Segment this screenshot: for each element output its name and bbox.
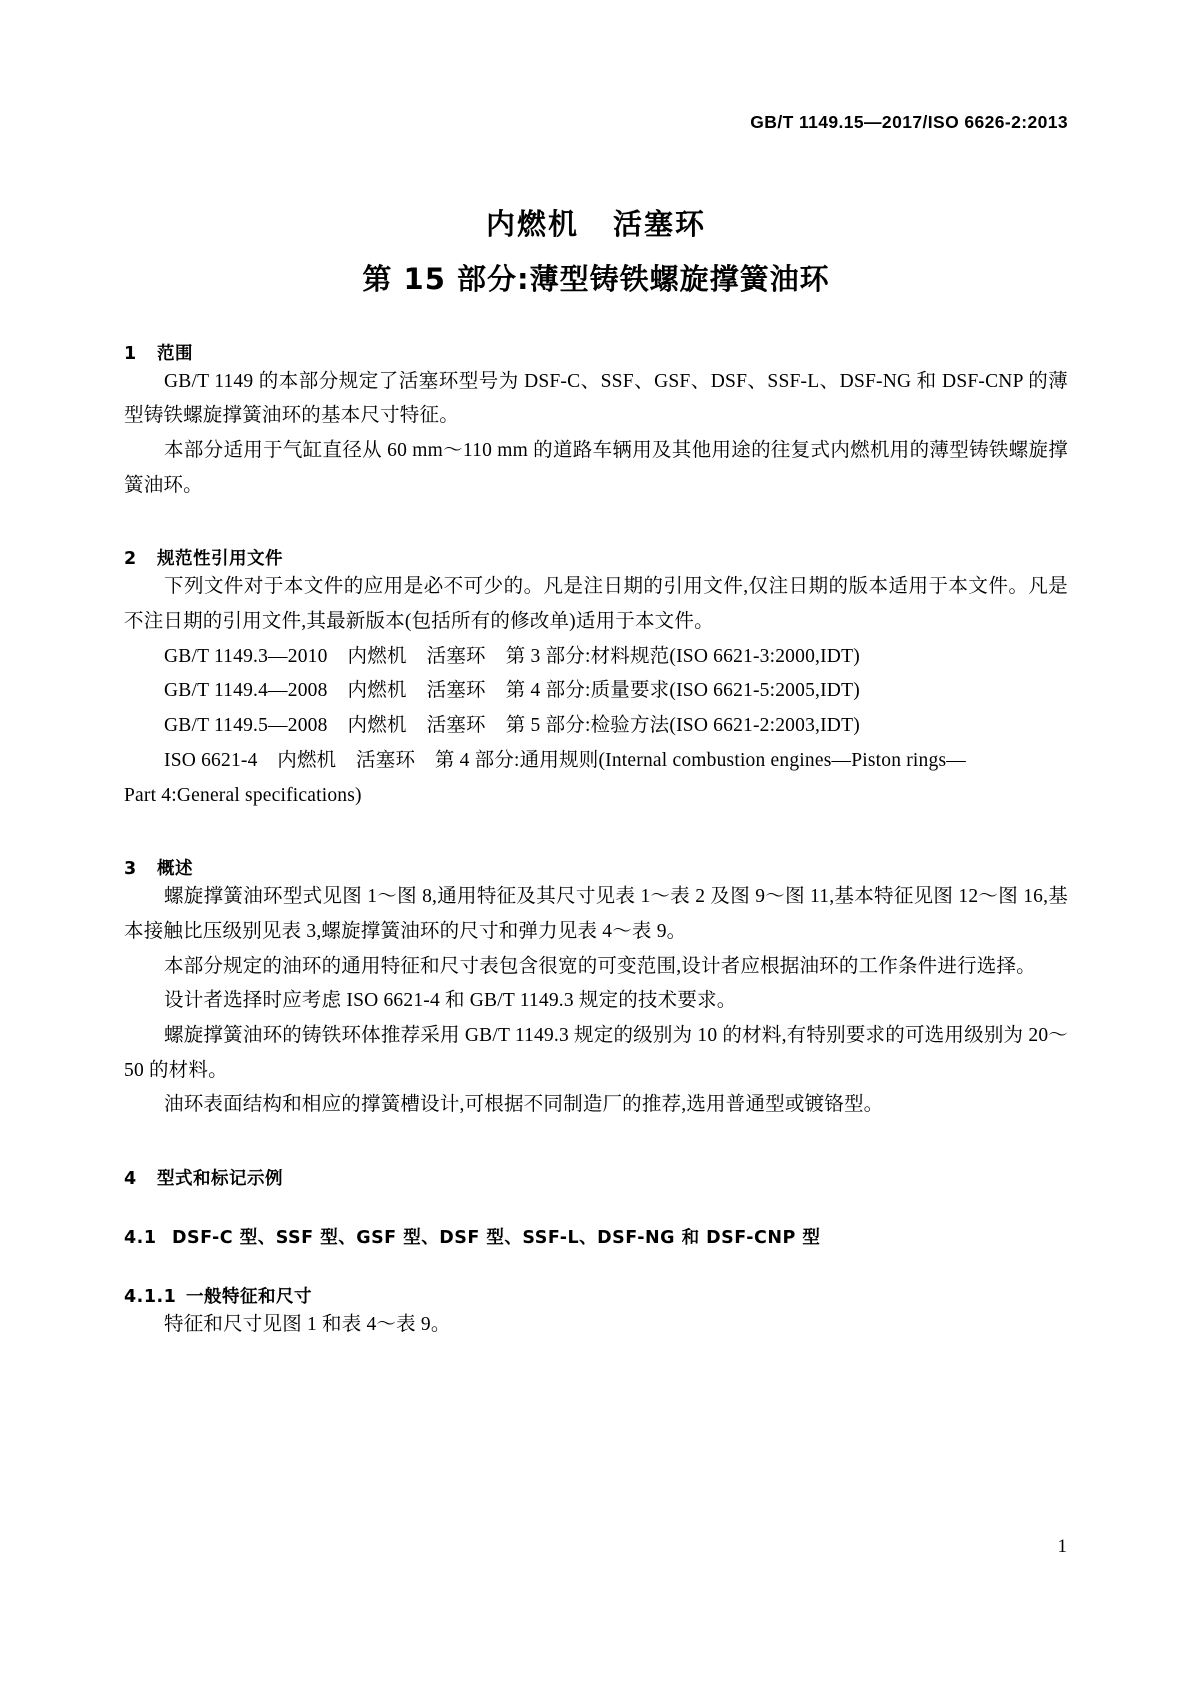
reference-name-1: 内燃机 [347,715,407,737]
reference-item-iso-line-2: Part 4:General specifications) [124,784,362,806]
title-line-1 [124,203,1068,247]
page-number: 1 [1057,1536,1067,1557]
section-4-number: 4 [124,1169,137,1190]
section-2-heading [124,545,1068,570]
title-part-2: 活塞环 [613,207,707,241]
section-1-heading [124,340,1068,365]
section-3-paragraph-1: 螺旋撑簧油环型式见图 1～图 8,通用特征及其尺寸见表 1～表 2 及图 9～图 11,基本特征见图 12～图 16,基本接触比压级别见表 3,螺旋撑簧油环的尺寸和弹力见表 4～表 9。 [124,886,1068,942]
reference-id: GB/T 1149.4—2008 [164,680,328,702]
section-3-paragraph-5: 油环表面结构和相应的撑簧槽设计,可根据不同制造厂的推荐,选用普通型或镀铬型。 [164,1094,884,1116]
standard-number-header: GB/T 1149.15—2017/ISO 6626-2:2013 [750,112,1068,132]
section-4-1-number: 4.1 [124,1228,157,1249]
document-title-block [124,203,1068,298]
section-3-paragraph-3: 设计者选择时应考虑 ISO 6621-4 和 GB/T 1149.3 规定的技术要求。 [164,990,737,1012]
section-1-title: 范围 [157,343,193,364]
section-1 [124,340,1068,504]
reference-name-2: 活塞环 [426,680,486,702]
section-4-heading [124,1165,1068,1190]
section-4-1-1-heading [124,1283,1068,1308]
reference-item [124,674,1068,709]
reference-item [124,640,1068,675]
title-line-2: 第 15 部分:薄型铸铁螺旋撑簧油环 [362,261,830,296]
reference-name-2: 活塞环 [426,715,486,737]
section-4-1-1 [124,1283,1068,1343]
section-4-1-1-number: 4.1.1 [124,1287,177,1308]
section-1-paragraph-1: GB/T 1149 的本部分规定了活塞环型号为 DSF-C、SSF、GSF、DSF、SSF-L、DSF-NG 和 DSF-CNP 的薄型铸铁螺旋撑簧油环的基本尺寸特征。 [124,370,1068,427]
section-3 [124,855,1068,1123]
reference-name-1: 内燃机 [347,645,407,667]
section-4-1-heading [124,1224,1068,1249]
section-2-paragraph-1: 下列文件对于本文件的应用是必不可少的。凡是注日期的引用文件,仅注日期的版本适用于本文件。凡是不注日期的引用文件,其最新版本(包括所有的修改单)适用于本文件。 [124,576,1068,633]
title-part-1: 内燃机 [485,207,579,241]
reference-part: 第 4 部分:质量要求(ISO 6621-5:2005,IDT) [505,680,860,702]
section-3-number: 3 [124,859,137,880]
reference-name-1: 内燃机 [347,680,407,702]
section-1-number: 1 [124,343,137,364]
section-3-title: 概述 [157,859,193,880]
section-4-1-1-title: 一般特征和尺寸 [186,1287,312,1308]
section-2 [124,545,1068,813]
section-4-1 [124,1224,1068,1249]
page-content [124,0,1068,1343]
section-3-paragraph-2: 本部分规定的油环的通用特征和尺寸表包含很宽的可变范围,设计者应根据油环的工作条件进行选择。 [164,955,1036,977]
section-3-paragraph-4: 螺旋撑簧油环的铸铁环体推荐采用 GB/T 1149.3 规定的级别为 10 的材料,有特别要求的可选用级别为 20～50 的材料。 [124,1025,1068,1081]
section-2-number: 2 [124,549,137,570]
section-4-1-title: DSF-C 型、SSF 型、GSF 型、DSF 型、SSF-L、DSF-NG 和 DSF-CNP 型 [172,1228,821,1249]
section-4-1-1-paragraph-1: 特征和尺寸见图 1 和表 4～表 9。 [164,1314,451,1336]
reference-id: GB/T 1149.3—2010 [164,645,328,667]
section-4-title: 型式和标记示例 [157,1169,283,1190]
reference-item-iso-line-1: ISO 6621-4 内燃机 活塞环 第 4 部分:通用规则(Internal combustion engines—Piston rings— [164,749,966,771]
reference-item [124,709,1068,744]
reference-part: 第 5 部分:检验方法(ISO 6621-2:2003,IDT) [505,715,860,737]
reference-part: 第 3 部分:材料规范(ISO 6621-3:2000,IDT) [505,645,860,667]
reference-name-2: 活塞环 [426,645,486,667]
section-1-paragraph-2: 本部分适用于气缸直径从 60 mm～110 mm 的道路车辆用及其他用途的往复式内燃机用的薄型铸铁螺旋撑簧油环。 [124,439,1068,496]
section-2-title: 规范性引用文件 [157,549,283,570]
reference-id: GB/T 1149.5—2008 [164,715,328,737]
section-4 [124,1165,1068,1190]
section-3-heading [124,855,1068,880]
